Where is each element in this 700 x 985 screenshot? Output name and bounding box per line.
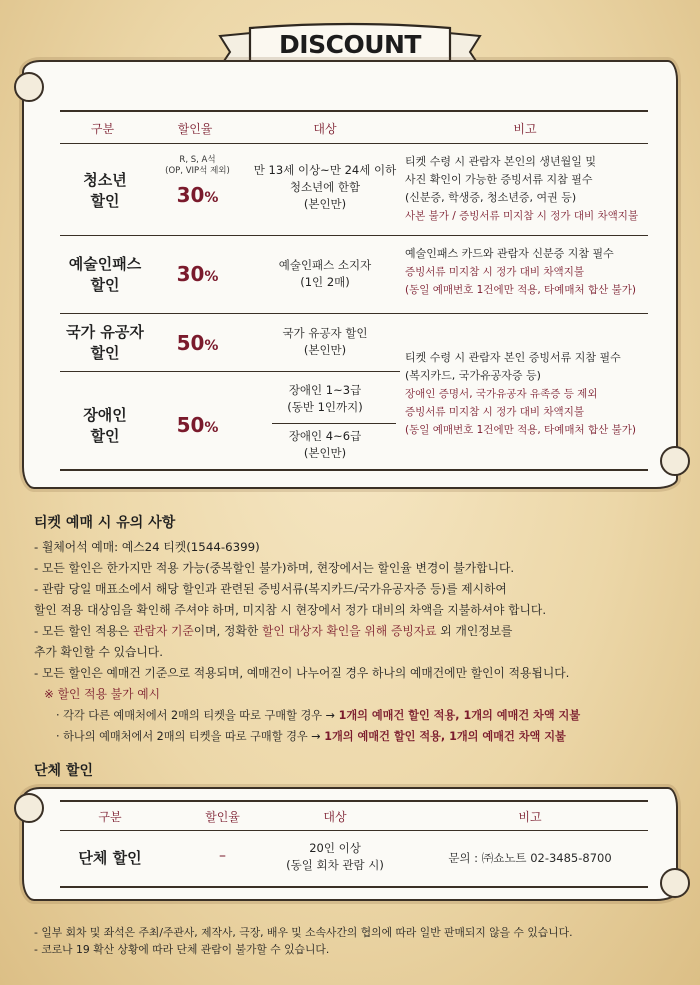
header-target: 대상 <box>313 122 337 136</box>
header-category: 구분 <box>90 122 115 136</box>
table-row-divider <box>270 371 400 372</box>
table-bottom-line <box>60 469 648 471</box>
banner-title: DISCOUNT <box>279 30 421 59</box>
disabled-target-grade4-6: 장애인 4~6급 (본인만) <box>288 429 362 460</box>
youth-rate: 30% <box>176 183 219 207</box>
group-header-category: 구분 <box>98 810 122 824</box>
table-header-line <box>60 143 648 144</box>
youth-category: 청소년 할인 <box>83 171 127 210</box>
artpass-rate: 30% <box>176 262 219 286</box>
group-header-target: 대상 <box>323 810 347 824</box>
disabled-target-grade1-3: 장애인 1~3급 (동반 1인까지) <box>287 383 363 414</box>
notice-title: 티켓 예매 시 유의 사항 <box>34 515 176 531</box>
shared-notes: 티켓 수령 시 관람자 본인 증빙서류 지참 필수 (복지카드, 국가유공자증 등) 장애인 증명서, 국가유공자 유족증 등 제외 증빙서류 미지참 시 정가 대비 차액지불 (동일 예매번호 1건에만 적용, 타예매처 합산 불가) <box>405 351 636 436</box>
youth-seat-note: R, S, A석 (OP, VIP석 제외) <box>165 155 230 176</box>
group-title: 단체 할인 <box>34 763 93 779</box>
header-notes: 비고 <box>513 122 537 136</box>
group-category: 단체 할인 <box>78 849 142 867</box>
table-row-divider <box>60 235 648 236</box>
veteran-category: 국가 유공자 할인 <box>66 323 144 362</box>
youth-target: 만 13세 이상~만 24세 이하 청소년에 한함 (본인만) <box>253 163 397 211</box>
header-rate: 할인율 <box>177 122 213 136</box>
table-row-divider <box>60 313 648 314</box>
group-header-notes: 비고 <box>518 810 542 824</box>
youth-notes: 티켓 수령 시 관람자 본인의 생년월일 및 사진 확인이 가능한 증빙서류 지참 필수 (신분증, 학생증, 청소년증, 여권 등) 사본 불가 / 증빙서류 미지참 시 정가 대비 차액지불 <box>405 155 639 222</box>
artpass-notes: 예술인패스 카드와 관람자 신분증 지참 필수 증빙서류 미지참 시 정가 대비 차액지불 (동일 예매번호 1건에만 적용, 타예매처 합산 불가) <box>405 247 636 296</box>
table-row-divider <box>60 371 270 372</box>
group-table-bottom-line <box>60 886 648 888</box>
scroll-curl-icon <box>660 868 690 898</box>
notice-list: - 휠체어석 예매: 예스24 티켓(1544-6399) - 모든 할인은 한가지만 적용 가능(중복할인 불가)하며, 현장에서는 할인율 변경이 불가합니다. - 관람 당일 매표소에서 해당 할인과 관련된 증빙서류(복지카드/국가유공자증 등)를 제시하여 할인 적용 대상임을 확인해 주셔야 하며, 미지참 시 현장에서 정가 대비의 차액을 지불하셔야 합니다. - 모든 할인 적용은 관람자 기준이며, 정확한 할인 대상자 확인을 위해 증빙자료 외 개인정보를 추가 확인할 수 있습니다. - 모든 할인은 예매건 기준으로 적용되며, 예매건이 나누어질 경우 하나의 예매건에만 할인이 적용됩니다. ※ 할인 적용 불가 예시 · 각각 다른 예매처에서 2매의 티켓을 따로 구매할 경우 → 1개의 예매건 할인 적용, 1개의 예매건 차액 지불 · 하나의 예매처에서 2매의 티켓을 따로 구매할 경우 → 1개의 예매건 할인 적용, 1개의 예매건 차액 지불 <box>34 540 581 743</box>
footer-notes: - 일부 회차 및 좌석은 주최/주관사, 제작사, 극장, 배우 및 소속사간의 협의에 따라 일반 판매되지 않을 수 있습니다. - 코로나 19 확산 상황에 따라 단체 관람이 불가할 수 있습니다. <box>34 926 573 956</box>
scroll-curl-icon <box>660 446 690 476</box>
veteran-target: 국가 유공자 할인 (본인만) <box>282 326 368 357</box>
artpass-category: 예술인패스 할인 <box>68 255 142 294</box>
disabled-rate: 50% <box>176 413 219 437</box>
table-cell-divider <box>272 423 396 424</box>
artpass-target: 예술인패스 소지자 (1인 2매) <box>278 258 372 289</box>
disabled-category: 장애인 할인 <box>83 406 127 445</box>
scroll-curl-icon <box>14 793 44 823</box>
group-contact: 문의 : ㈜쇼노트 02-3485-8700 <box>448 851 612 865</box>
veteran-rate: 50% <box>176 331 219 355</box>
group-table-header-line <box>60 830 648 831</box>
scroll-curl-icon <box>14 72 44 102</box>
table-top-line <box>60 110 648 112</box>
group-header-rate: 할인율 <box>205 810 240 824</box>
group-target: 20인 이상 (동일 회차 관람 시) <box>286 841 384 872</box>
group-table-top-line <box>60 800 648 802</box>
group-rate: – <box>219 848 226 864</box>
